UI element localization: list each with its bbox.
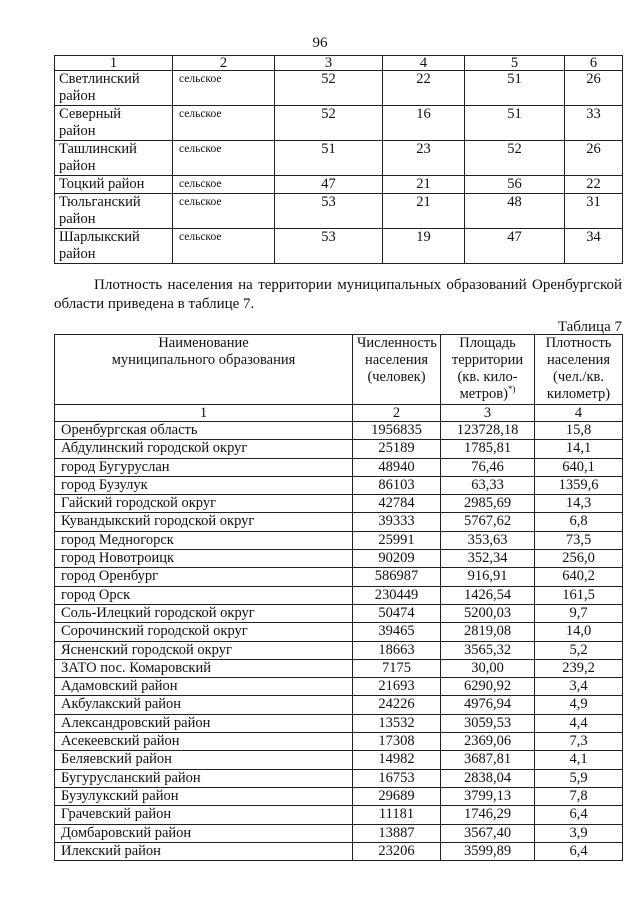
population-density-table xyxy=(54,334,623,861)
header-line: населения xyxy=(364,352,429,368)
value-cell: 52 xyxy=(275,71,383,106)
table-row xyxy=(55,641,623,659)
district-name xyxy=(55,194,173,229)
header-line: населения xyxy=(546,352,611,368)
value-cell: 51 xyxy=(465,71,565,106)
population-cell: 18663 xyxy=(353,641,441,659)
population-cell: 50474 xyxy=(353,604,441,622)
table-header-row xyxy=(55,335,623,405)
area-cell: 3799,13 xyxy=(441,787,535,805)
density-cell: 7,8 xyxy=(535,787,623,805)
table-row xyxy=(55,586,623,604)
area-cell: 123728,18 xyxy=(441,422,535,440)
table-row xyxy=(55,229,623,264)
municipality-name: Грачевский район xyxy=(55,806,353,824)
density-cell: 4,1 xyxy=(535,751,623,769)
area-cell: 63,33 xyxy=(441,476,535,494)
area-cell: 1426,54 xyxy=(441,586,535,604)
settlement-type: сельское xyxy=(173,229,275,264)
value-cell: 47 xyxy=(465,229,565,264)
district-name-line: Тоцкий район xyxy=(59,176,145,192)
table-header-row xyxy=(55,56,623,71)
table-row xyxy=(55,422,623,440)
area-cell: 3599,89 xyxy=(441,842,535,860)
header-line: территории xyxy=(451,352,524,368)
header-name xyxy=(55,335,353,405)
table-row xyxy=(55,141,623,176)
district-name xyxy=(55,229,173,264)
population-cell: 13887 xyxy=(353,824,441,842)
district-name-line: Светлинский xyxy=(59,71,140,87)
density-cell: 14,1 xyxy=(535,440,623,458)
area-cell: 3565,32 xyxy=(441,641,535,659)
value-cell: 51 xyxy=(465,106,565,141)
density-cell: 6,4 xyxy=(535,842,623,860)
value-cell: 53 xyxy=(275,194,383,229)
header-line: Наименование xyxy=(158,335,249,351)
density-cell: 1359,6 xyxy=(535,476,623,494)
header-line: Плотность xyxy=(545,335,612,351)
area-cell: 916,91 xyxy=(441,568,535,586)
area-cell: 3687,81 xyxy=(441,751,535,769)
footnote-marker: *) xyxy=(507,384,516,395)
value-cell: 51 xyxy=(275,141,383,176)
area-cell: 2985,69 xyxy=(441,495,535,513)
header-population xyxy=(353,335,441,405)
header-line: километр) xyxy=(546,386,611,402)
area-cell: 6290,92 xyxy=(441,678,535,696)
table-row xyxy=(55,824,623,842)
table-row xyxy=(55,659,623,677)
value-cell: 23 xyxy=(383,141,465,176)
header-line-text: метров) xyxy=(459,386,508,402)
population-cell: 230449 xyxy=(353,586,441,604)
density-cell: 640,2 xyxy=(535,568,623,586)
municipality-name: город Оренбург xyxy=(55,568,353,586)
value-cell: 48 xyxy=(465,194,565,229)
population-cell: 39333 xyxy=(353,513,441,531)
table-row xyxy=(55,550,623,568)
population-cell: 25991 xyxy=(353,531,441,549)
district-name-line: район xyxy=(59,211,96,227)
value-cell: 22 xyxy=(565,176,623,194)
population-cell: 586987 xyxy=(353,568,441,586)
municipality-name: город Медногорск xyxy=(55,531,353,549)
density-cell: 4,4 xyxy=(535,714,623,732)
population-cell: 29689 xyxy=(353,787,441,805)
municipality-name: Илекский район xyxy=(55,842,353,860)
population-cell: 86103 xyxy=(353,476,441,494)
value-cell: 26 xyxy=(565,141,623,176)
table-row xyxy=(55,513,623,531)
district-name xyxy=(55,106,173,141)
table-row xyxy=(55,604,623,622)
area-cell: 2838,04 xyxy=(441,769,535,787)
population-cell: 48940 xyxy=(353,458,441,476)
header-line: (чел./кв. xyxy=(553,369,604,385)
district-name xyxy=(55,176,173,194)
district-name-line: район xyxy=(59,88,96,104)
area-cell: 4976,94 xyxy=(441,696,535,714)
value-cell: 56 xyxy=(465,176,565,194)
density-cell: 161,5 xyxy=(535,586,623,604)
table-row xyxy=(55,176,623,194)
density-cell: 14,3 xyxy=(535,495,623,513)
table-row xyxy=(55,194,623,229)
density-cell: 5,9 xyxy=(535,769,623,787)
area-cell: 3567,40 xyxy=(441,824,535,842)
population-cell: 13532 xyxy=(353,714,441,732)
table-row xyxy=(55,458,623,476)
municipality-name: Сорочинский городской округ xyxy=(55,623,353,641)
municipality-name: ЗАТО пос. Комаровский xyxy=(55,659,353,677)
area-cell: 1785,81 xyxy=(441,440,535,458)
header-area xyxy=(441,335,535,405)
rural-settlements-table xyxy=(54,55,623,264)
column-index: 2 xyxy=(353,405,441,422)
page-number: 96 xyxy=(312,35,328,51)
value-cell: 47 xyxy=(275,176,383,194)
value-cell: 53 xyxy=(275,229,383,264)
value-cell: 33 xyxy=(565,106,623,141)
district-name-line: район xyxy=(59,123,96,139)
area-cell: 3059,53 xyxy=(441,714,535,732)
municipality-name: город Бугуруслан xyxy=(55,458,353,476)
column-header: 4 xyxy=(383,56,465,71)
municipality-name: Кувандыкский городской округ xyxy=(55,513,353,531)
density-cell: 5,2 xyxy=(535,641,623,659)
value-cell: 21 xyxy=(383,176,465,194)
population-cell: 1956835 xyxy=(353,422,441,440)
district-name xyxy=(55,71,173,106)
value-cell: 19 xyxy=(383,229,465,264)
value-cell: 34 xyxy=(565,229,623,264)
population-cell: 90209 xyxy=(353,550,441,568)
municipality-name: Бугурусланский район xyxy=(55,769,353,787)
density-cell: 73,5 xyxy=(535,531,623,549)
value-cell: 26 xyxy=(565,71,623,106)
municipality-name: Абдулинский городской округ xyxy=(55,440,353,458)
table-row xyxy=(55,440,623,458)
population-cell: 39465 xyxy=(353,623,441,641)
area-cell: 2819,08 xyxy=(441,623,535,641)
density-cell: 4,9 xyxy=(535,696,623,714)
header-line xyxy=(445,386,530,403)
district-name-line: Шарлыкский xyxy=(59,229,140,245)
municipality-name: Оренбургская область xyxy=(55,422,353,440)
column-index: 3 xyxy=(441,405,535,422)
value-cell: 16 xyxy=(383,106,465,141)
municipality-name: город Бузулук xyxy=(55,476,353,494)
settlement-type: сельское xyxy=(173,141,275,176)
table-row xyxy=(55,495,623,513)
header-line: (человек) xyxy=(367,369,426,385)
area-cell: 76,46 xyxy=(441,458,535,476)
population-cell: 16753 xyxy=(353,769,441,787)
area-cell: 353,63 xyxy=(441,531,535,549)
body-paragraph: Плотность населения на территории муниципальных образований Оренбургской области приведена в таблице 7. xyxy=(54,277,622,312)
municipality-name: Соль-Илецкий городской округ xyxy=(55,604,353,622)
value-cell: 21 xyxy=(383,194,465,229)
table-row xyxy=(55,696,623,714)
population-cell: 25189 xyxy=(353,440,441,458)
table-row xyxy=(55,531,623,549)
table-row xyxy=(55,769,623,787)
table-row xyxy=(55,106,623,141)
population-cell: 21693 xyxy=(353,678,441,696)
table-row xyxy=(55,568,623,586)
area-cell: 5200,03 xyxy=(441,604,535,622)
value-cell: 52 xyxy=(275,106,383,141)
municipality-name: Асекеевский район xyxy=(55,733,353,751)
settlement-type: сельское xyxy=(173,106,275,141)
header-density xyxy=(535,335,623,405)
header-line: муниципального образования xyxy=(111,352,296,368)
header-line: (кв. кило- xyxy=(457,369,518,385)
column-header: 1 xyxy=(55,56,173,71)
value-cell: 52 xyxy=(465,141,565,176)
column-header: 6 xyxy=(565,56,623,71)
column-index: 1 xyxy=(55,405,353,422)
municipality-name: Александровский район xyxy=(55,714,353,732)
density-cell: 3,9 xyxy=(535,824,623,842)
column-header: 5 xyxy=(465,56,565,71)
district-name-line: район xyxy=(59,246,96,262)
area-cell: 352,34 xyxy=(441,550,535,568)
municipality-name: Беляевский район xyxy=(55,751,353,769)
municipality-name: Акбулакский район xyxy=(55,696,353,714)
district-name xyxy=(55,141,173,176)
municipality-name: город Орск xyxy=(55,586,353,604)
density-cell: 14,0 xyxy=(535,623,623,641)
district-name-line: Ташлинский xyxy=(59,141,137,157)
settlement-type: сельское xyxy=(173,194,275,229)
population-cell: 7175 xyxy=(353,659,441,677)
table-row xyxy=(55,842,623,860)
population-cell: 17308 xyxy=(353,733,441,751)
table-row xyxy=(55,678,623,696)
municipality-name: Бузулукский район xyxy=(55,787,353,805)
header-line: Площадь xyxy=(459,335,516,351)
population-cell: 14982 xyxy=(353,751,441,769)
municipality-name: Гайский городской округ xyxy=(55,495,353,513)
density-cell: 15,8 xyxy=(535,422,623,440)
municipality-name: Ясненский городской округ xyxy=(55,641,353,659)
density-cell: 6,8 xyxy=(535,513,623,531)
population-cell: 11181 xyxy=(353,806,441,824)
table-row xyxy=(55,751,623,769)
table-row xyxy=(55,71,623,106)
area-cell: 30,00 xyxy=(441,659,535,677)
density-cell: 640,1 xyxy=(535,458,623,476)
column-index-row xyxy=(55,405,623,422)
table-row xyxy=(55,476,623,494)
column-index: 4 xyxy=(535,405,623,422)
table-row xyxy=(55,733,623,751)
population-cell: 42784 xyxy=(353,495,441,513)
area-cell: 5767,62 xyxy=(441,513,535,531)
municipality-name: Домбаровский район xyxy=(55,824,353,842)
district-name-line: район xyxy=(59,158,96,174)
population-cell: 24226 xyxy=(353,696,441,714)
district-name-line: Тюльганский xyxy=(59,194,141,210)
density-cell: 7,3 xyxy=(535,733,623,751)
density-cell: 6,4 xyxy=(535,806,623,824)
density-cell: 256,0 xyxy=(535,550,623,568)
density-cell: 3,4 xyxy=(535,678,623,696)
table-row xyxy=(55,714,623,732)
table-row xyxy=(55,806,623,824)
area-cell: 2369,06 xyxy=(441,733,535,751)
table-caption: Таблица 7 xyxy=(557,319,622,335)
column-header: 2 xyxy=(173,56,275,71)
value-cell: 22 xyxy=(383,71,465,106)
settlement-type: сельское xyxy=(173,176,275,194)
population-cell: 23206 xyxy=(353,842,441,860)
header-line: Численность xyxy=(357,335,437,351)
table-row xyxy=(55,787,623,805)
value-cell: 31 xyxy=(565,194,623,229)
area-cell: 1746,29 xyxy=(441,806,535,824)
district-name-line: Северный xyxy=(59,106,121,122)
settlement-type: сельское xyxy=(173,71,275,106)
municipality-name: Адамовский район xyxy=(55,678,353,696)
density-cell: 9,7 xyxy=(535,604,623,622)
municipality-name: город Новотроицк xyxy=(55,550,353,568)
table-row xyxy=(55,623,623,641)
density-cell: 239,2 xyxy=(535,659,623,677)
column-header: 3 xyxy=(275,56,383,71)
